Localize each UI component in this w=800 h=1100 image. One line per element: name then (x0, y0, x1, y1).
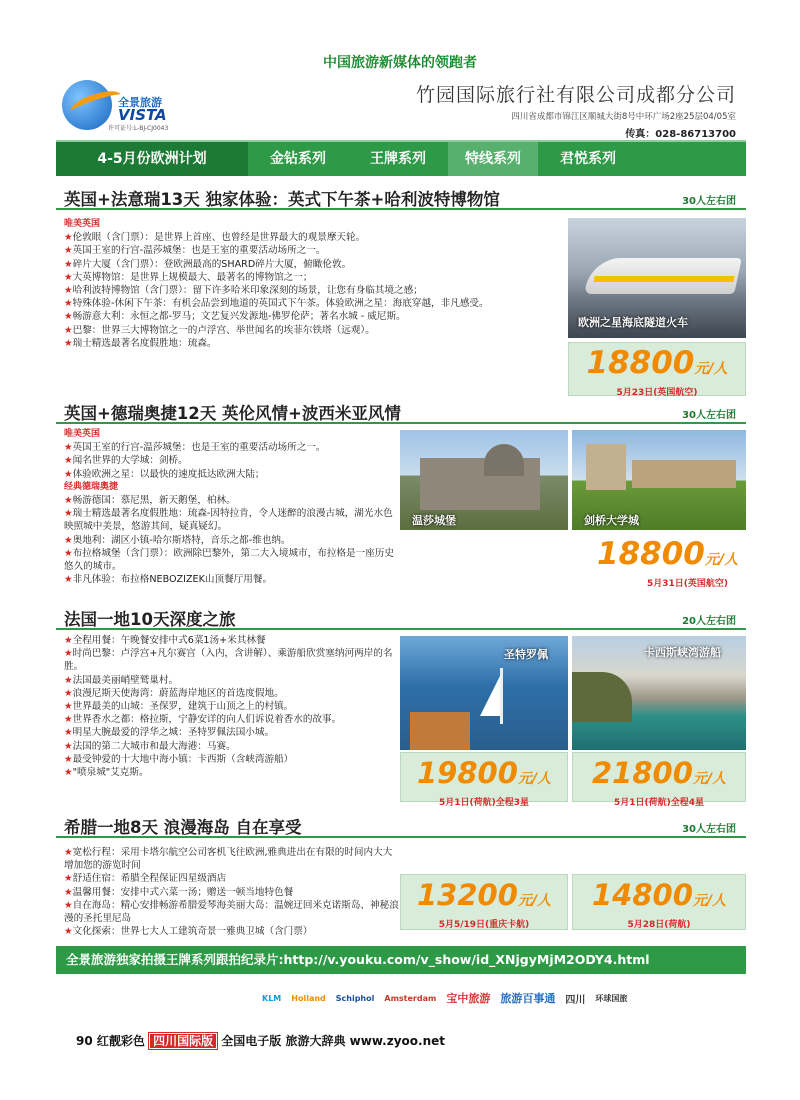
photo-caption: 温莎城堡 (412, 514, 456, 527)
itinerary-list (64, 218, 574, 350)
itinerary-item (64, 872, 399, 885)
chapel-shape (586, 444, 626, 490)
star-icon: ★ (64, 271, 73, 283)
st-tropez-photo (400, 636, 568, 750)
price-amount: 18800元/人 (597, 536, 738, 572)
item-text: 布拉格城堡（含门票）：欧洲除巴黎外，第二大入境城市，布拉格是一座历史悠久的城市。 (64, 547, 394, 573)
star-icon: ★ (64, 468, 73, 480)
footer-url[interactable]: www.zyoo.net (349, 1034, 445, 1048)
company-info (416, 80, 736, 140)
star-icon: ★ (64, 899, 73, 911)
itinerary-item (64, 534, 399, 547)
itinerary-item (64, 231, 574, 244)
subheading: 唯美英国 (64, 429, 101, 439)
itinerary-item (64, 494, 399, 507)
tour-section-2 (56, 398, 746, 603)
price-note: 5月5/19日(重庆卡航) (438, 920, 530, 930)
item-text: 伦敦眼（含门票）：是世界上首座、也曾经是世界最大的观景摩天轮。 (72, 232, 366, 244)
star-icon: ★ (64, 635, 73, 646)
item-text: 时尚巴黎：卢浮宫+凡尔赛宫（入内，含讲解）、乘游船欣赏塞纳河两岸的名胜。 (64, 648, 393, 673)
baozhong-logo: 宝中旅游 (446, 992, 491, 1005)
klm-logo: KLM (262, 993, 282, 1003)
tour-title: 英国+法意瑞13天 独家体验：英式下午茶+哈利波特博物馆 (64, 190, 500, 209)
tower-shape (484, 444, 524, 476)
star-icon: ★ (64, 886, 73, 898)
item-text: 英国王室的行宫-温莎城堡：也是王室的重要活动场所之一。 (72, 442, 326, 454)
item-text: 畅游德国：慕尼黑，新天鹅堡，柏林。 (72, 495, 236, 507)
price-amount: 18800元/人 (586, 345, 728, 381)
item-text: 全程用餐：午晚餐安排中式6菜1汤+米其林餐 (72, 635, 266, 646)
train-stripe (593, 276, 734, 282)
itinerary-item (64, 925, 399, 938)
star-icon: ★ (64, 455, 73, 467)
tour-title: 英国+德瑞奥捷12天 英伦风情+波西米亚风情 (64, 404, 401, 423)
item-text: 闻名世界的大学城：剑桥。 (72, 455, 188, 467)
company-name: 竹园国际旅行社有限公司成都分公司 (415, 84, 736, 106)
itinerary-item (64, 454, 399, 467)
itinerary-item (64, 284, 574, 297)
company-fax: 传真：028-86713700 (625, 129, 736, 140)
price-note: 5月1日(荷航)全程4星 (613, 798, 704, 808)
sail-shape (480, 676, 500, 716)
windsor-photo (400, 430, 568, 530)
item-text: 哈利波特博物馆（含门票）：留下许多哈米印象深刻的场景，让您有身临其境之感； (72, 285, 423, 297)
cliff-shape (572, 672, 632, 722)
itinerary-item (64, 713, 399, 726)
sichuan-logo: 四川 (565, 994, 586, 1006)
itinerary-item (64, 846, 399, 872)
star-icon: ★ (64, 258, 73, 270)
price-note: 5月23日(英国航空) (616, 388, 698, 398)
price-box (400, 874, 568, 930)
item-text: 巴黎：世界三大博物馆之一的卢浮宫、举世闻名的埃菲尔铁塔（远观）。 (72, 324, 375, 336)
star-icon: ★ (64, 324, 73, 336)
itinerary-item (64, 700, 399, 713)
itinerary-item (64, 899, 399, 925)
item-text: 宽松行程：采用卡塔尔航空公司客机飞往欧洲,雅典进出在有限的时间内大大增加您的游览时间 (64, 847, 393, 872)
itinerary-item (64, 324, 574, 337)
star-icon: ★ (64, 674, 73, 686)
itinerary-item (64, 634, 399, 647)
vista-logo (62, 80, 202, 136)
holland-logo: Holland (291, 993, 326, 1003)
item-text: 最受钟爱的十大地中海小镇：卡西斯（含峡湾游船） (72, 753, 294, 765)
item-text: "喷泉城"艾克斯。 (72, 767, 149, 779)
item-text: 舒适住宿：希腊全程保证四星级酒店 (72, 873, 227, 885)
tour-section-1 (56, 184, 746, 396)
star-icon: ★ (64, 714, 73, 726)
item-text: 温馨用餐：安排中式六菜一汤；赠送一顿当地特色餐 (72, 886, 294, 898)
subheading: 经典德瑞奥捷 (64, 481, 119, 492)
cassis-photo (572, 636, 746, 750)
price-box (572, 874, 746, 930)
group-size: 30人左右团 (682, 824, 736, 835)
itinerary-item (64, 674, 399, 687)
mast-shape (500, 668, 503, 724)
star-icon: ★ (64, 926, 73, 938)
itinerary-item (64, 886, 399, 899)
schiphol-logo: Schiphol (335, 993, 375, 1003)
photo-caption: 卡西斯峡湾游船 (644, 646, 721, 659)
amsterdam-logo: Amsterdam (384, 993, 437, 1003)
itinerary-item (64, 726, 399, 739)
star-icon: ★ (64, 508, 73, 520)
item-text: 瑞士精选最著名度假胜地：琉森-因特拉肯，令人迷醉的浪漫古城，湖光水色映照城中美景，悠游其间，疑真疑幻。 (64, 508, 393, 533)
item-text: 文化探索：世界七大人工建筑奇景一雅典卫城（含门票） (72, 926, 313, 938)
star-icon: ★ (64, 701, 73, 713)
video-link[interactable]: 全景旅游独家拍摄王牌系列跟拍纪录片:http://v.youku.com/v_show/id_XNjgyMjM2ODY4.html (56, 946, 746, 974)
baishitong-logo: 旅游百事通 (500, 992, 556, 1005)
tab-special[interactable]: 特线系列 (448, 142, 538, 176)
itinerary-item (64, 647, 399, 673)
price-box (572, 752, 746, 808)
item-text: 浪漫尼斯天使海湾：蔚蓝海岸地区的首选度假地。 (72, 687, 284, 699)
item-text: 奥地利：湖区小镇-哈尔斯塔特，音乐之都-维也纳。 (72, 534, 291, 546)
tour-title: 希腊一地8天 浪漫海岛 自在享受 (64, 818, 302, 837)
star-icon: ★ (64, 687, 73, 699)
star-icon: ★ (64, 495, 73, 507)
group-size: 30人左右团 (682, 410, 736, 421)
town-shape (410, 712, 470, 750)
star-icon: ★ (64, 727, 73, 739)
star-icon: ★ (64, 574, 73, 586)
building-shape (632, 460, 736, 488)
item-text: 自在海岛：精心安排畅游希腊爱琴海美丽大岛：温婉迂回米克诺斯岛、神秘浪漫的圣托里尼岛 (64, 899, 399, 925)
itinerary-item (64, 573, 399, 586)
company-address: 四川省成都市锦江区顺城大街8号中环广场2座25层04/05室 (511, 112, 736, 122)
itinerary-item (64, 258, 574, 271)
photo-caption: 剑桥大学城 (584, 514, 639, 527)
series-nav (56, 140, 746, 176)
itinerary-item (64, 687, 399, 700)
itinerary-item (64, 297, 574, 310)
slogan: 中国旅游新媒体的领跑者 (323, 55, 477, 71)
itinerary-list (64, 634, 399, 779)
tab-europe-plan[interactable]: 4-5月份欧洲计划 (56, 142, 248, 176)
star-icon: ★ (64, 767, 73, 779)
itinerary-item (64, 766, 399, 779)
subheading: 唯美英国 (64, 219, 101, 229)
item-text: 碎片大厦（含门票）：登欧洲最高的SHARD碎片大厦，俯瞰伦敦。 (72, 258, 352, 270)
item-text: 畅游意大利：永恒之都-罗马；文艺复兴发源地-佛罗伦萨；著名水城 - 威尼斯。 (72, 311, 406, 323)
star-icon: ★ (64, 740, 73, 752)
price-note: 5月31日(英国航空) (646, 579, 728, 589)
itinerary-list (64, 428, 399, 586)
item-text: 特殊体验-休闲下午茶：有机会品尝到地道的英国式下午茶。体验欧洲之星：海底穿越，非凡感受。 (72, 298, 489, 310)
footer-label-2: 四川国际版 (149, 1033, 217, 1049)
itinerary-item (64, 244, 574, 257)
item-text: 大英博物馆：是世界上规模最大、最著名的博物馆之一； (72, 271, 313, 283)
price-amount: 19800元/人 (416, 756, 552, 790)
tab-gold[interactable]: 金钻系列 (270, 151, 326, 167)
partner-logos (262, 980, 742, 1016)
star-icon: ★ (64, 753, 73, 765)
star-icon: ★ (64, 648, 73, 660)
group-size: 20人左右团 (682, 616, 736, 627)
star-icon: ★ (64, 311, 73, 323)
price-box (400, 752, 568, 808)
star-icon: ★ (64, 547, 73, 559)
itinerary-item (64, 740, 399, 753)
itinerary-item (64, 468, 399, 481)
tour-section-4 (56, 812, 746, 942)
item-text: 体验欧洲之星：以最快的速度抵达欧洲大陆； (72, 468, 265, 480)
logo-en: VISTA (118, 106, 167, 124)
huanqiu-logo: 环球国旅 (595, 993, 628, 1003)
price-amount: 14800元/人 (591, 878, 727, 912)
logo-cn: 全景旅游 (118, 96, 162, 109)
star-icon: ★ (64, 298, 73, 310)
price-note: 5月1日(荷航)全程3星 (438, 798, 529, 808)
tour-title: 法国一地10天深度之旅 (64, 610, 236, 629)
photo-caption: 欧洲之星海底隧道火车 (578, 316, 688, 329)
photo-caption: 圣特罗佩 (504, 648, 548, 661)
item-text: 瑞士精选最著名度假胜地：琉森。 (72, 337, 217, 349)
star-icon: ★ (64, 873, 73, 885)
star-icon: ★ (64, 337, 73, 349)
price-amount: 21800元/人 (591, 756, 727, 790)
itinerary-item (64, 337, 574, 350)
price-box (400, 534, 746, 590)
tour-section-3 (56, 604, 746, 810)
item-text: 法国最美丽峭壁鹫巢村。 (72, 674, 179, 686)
item-text: 明星大腕最爱的浮华之城：圣特罗佩法国小城。 (72, 727, 275, 739)
page-number: 90 (76, 1034, 93, 1048)
itinerary-item (64, 547, 399, 573)
item-text: 法国的第二大城市和最大海港：马赛。 (72, 740, 236, 752)
train-photo (568, 218, 746, 338)
itinerary-item (64, 507, 399, 533)
tab-ace[interactable]: 王牌系列 (370, 151, 426, 167)
footer-label-3: 全国电子版 旅游大辞典 (221, 1034, 346, 1048)
tab-junyue[interactable]: 君悦系列 (560, 151, 616, 167)
item-text: 英国王室的行宫-温莎城堡：也是王室的重要活动场所之一。 (72, 245, 326, 257)
star-icon: ★ (64, 285, 73, 297)
page-footer (76, 1032, 445, 1049)
itinerary-item (64, 271, 574, 284)
item-text: 非凡体验：布拉格NEBOZIZEK山顶餐厅用餐。 (72, 574, 273, 586)
item-text: 世界香水之都：格拉斯，宁静安详的向人们诉说着香水的故事。 (72, 714, 342, 726)
star-icon: ★ (64, 442, 73, 454)
price-note: 5月28日(荷航) (627, 920, 691, 930)
star-icon: ★ (64, 847, 73, 858)
item-text: 世界最美的山城：圣保罗，建筑于山顶之上的村镇。 (72, 701, 294, 713)
itinerary-item (64, 310, 574, 323)
group-size: 30人左右团 (682, 196, 736, 207)
itinerary-item (64, 441, 399, 454)
star-icon: ★ (64, 232, 73, 244)
price-box (568, 342, 746, 396)
footer-label-1: 红靓彩色 (96, 1034, 145, 1048)
itinerary-item (64, 753, 399, 766)
price-amount: 13200元/人 (416, 878, 552, 912)
cambridge-photo (572, 430, 746, 530)
star-icon: ★ (64, 534, 73, 546)
itinerary-list (64, 846, 399, 938)
star-icon: ★ (64, 245, 73, 257)
license: 许可证号:L-BJ-CJ0043 (108, 125, 169, 132)
